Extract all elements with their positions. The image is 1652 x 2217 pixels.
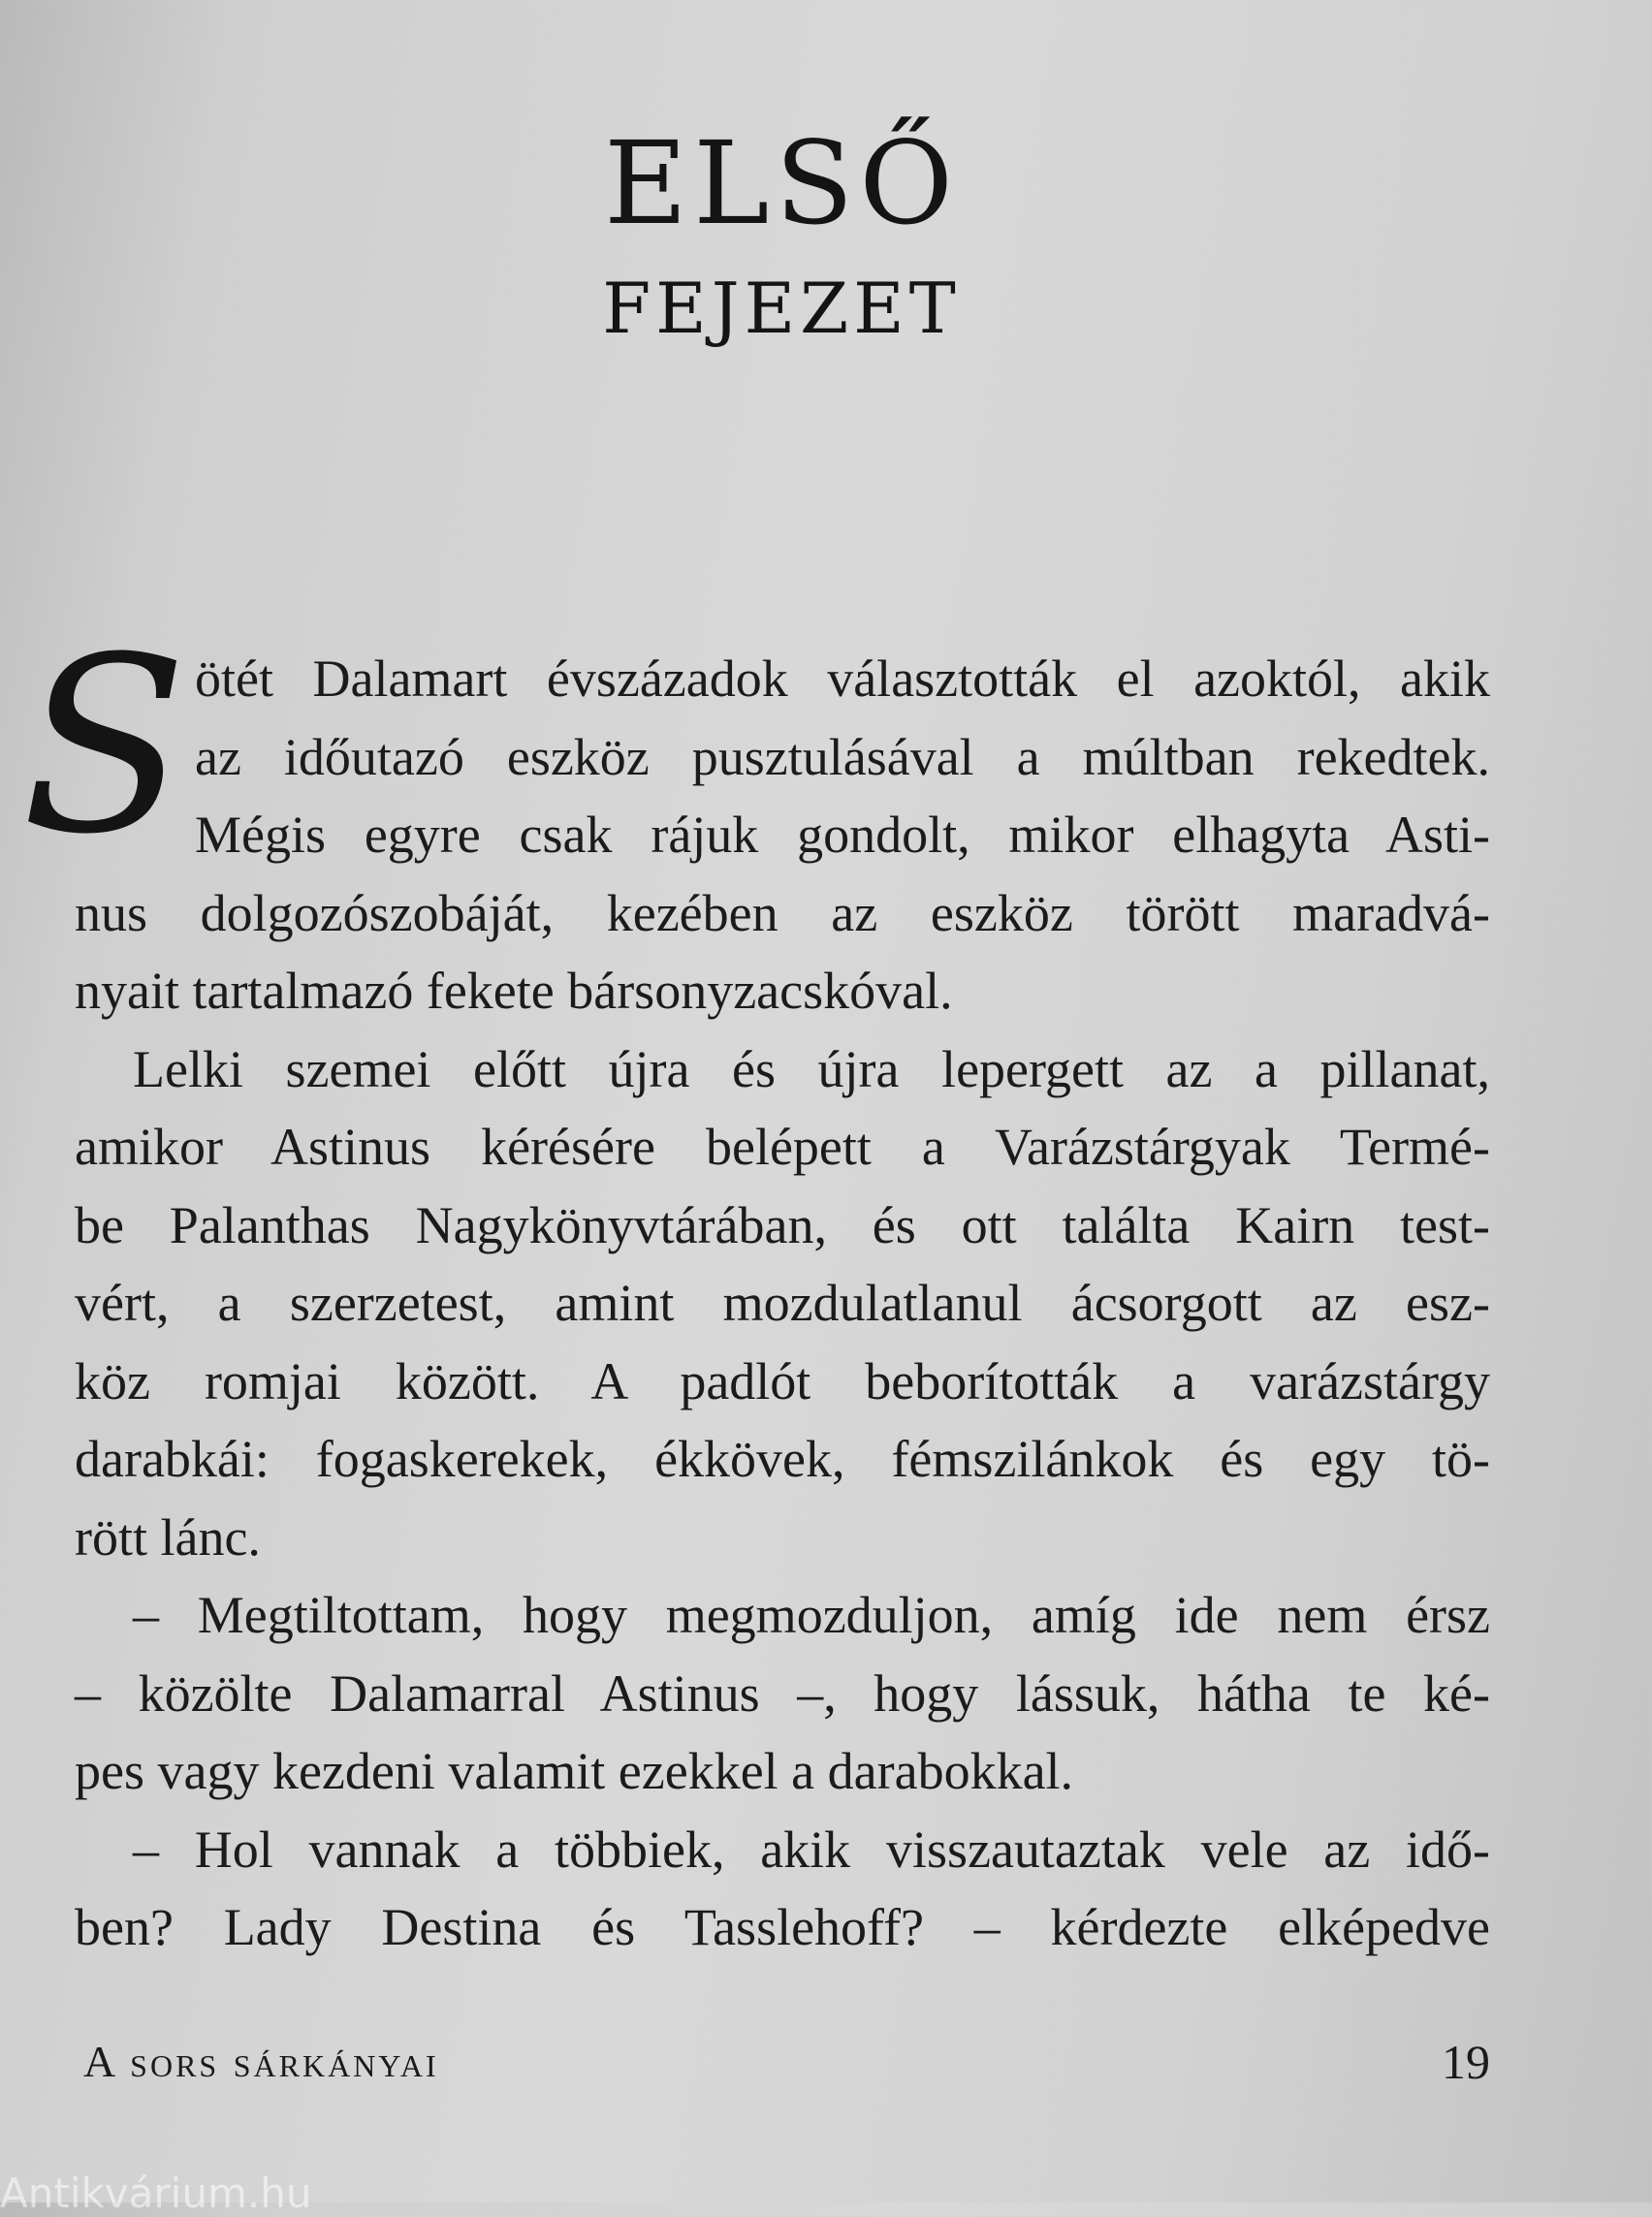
text-line: be Palanthas Nagykönyvtárában, és ott találta Kairn test- [75, 1195, 1490, 1254]
page-number: 19 [1442, 2035, 1490, 2089]
text-line: köz romjai között. A padlót beborították a varázstárgy [75, 1351, 1490, 1410]
text-line: rött lánc. [75, 1507, 261, 1567]
chapter-title: ELSŐ [603, 116, 960, 250]
chapter-subtitle: FEJEZET [602, 268, 961, 349]
text-line: nyait tartalmazó fekete bársonyzacskóval. [75, 962, 953, 1020]
text-line: pes vagy kezdeni valamit ezekkel a darabokkal. [75, 1742, 1074, 1800]
body-text [75, 640, 1490, 1967]
running-footer-title: A sors sárkányai [83, 2037, 439, 2086]
text-line: amikor Astinus kérésére belépett a Varázstárgyak Termé- [75, 1118, 1490, 1176]
drop-cap-letter: S [21, 605, 188, 887]
text-line: ben? Lady Destina és Tasslehoff? – kérdezte elképedve [75, 1898, 1490, 1956]
text-line: az időutazó eszköz pusztulásával a múltban rekedtek. [195, 727, 1490, 786]
text-line: ötét Dalamart évszázadok választották el azoktól, akik [195, 649, 1490, 708]
text-line: – közölte Dalamarral Astinus –, hogy lássuk, hátha te ké- [75, 1663, 1490, 1723]
text-line: – Hol vannak a többiek, akik visszautaztak vele az idő- [133, 1820, 1490, 1879]
watermark: Antikvárium.hu [0, 2169, 312, 2217]
text-line: – Megtiltottam, hogy megmozduljon, amíg ide nem érsz [133, 1586, 1490, 1644]
text-line: nus dolgozószobáját, kezében az eszköz törött maradvá- [75, 883, 1490, 942]
text-line: Lelki szemei előtt újra és újra lepergett az a pillanat, [133, 1039, 1490, 1098]
text-line: darabkái: fogaskerekek, ékkövek, fémszilánkok és egy tö- [75, 1430, 1490, 1488]
text-line: Mégis egyre csak rájuk gondolt, mikor elhagyta Asti- [195, 806, 1490, 864]
text-line: vért, a szerzetest, amint mozdulatlanul ácsorgott az esz- [75, 1274, 1490, 1332]
